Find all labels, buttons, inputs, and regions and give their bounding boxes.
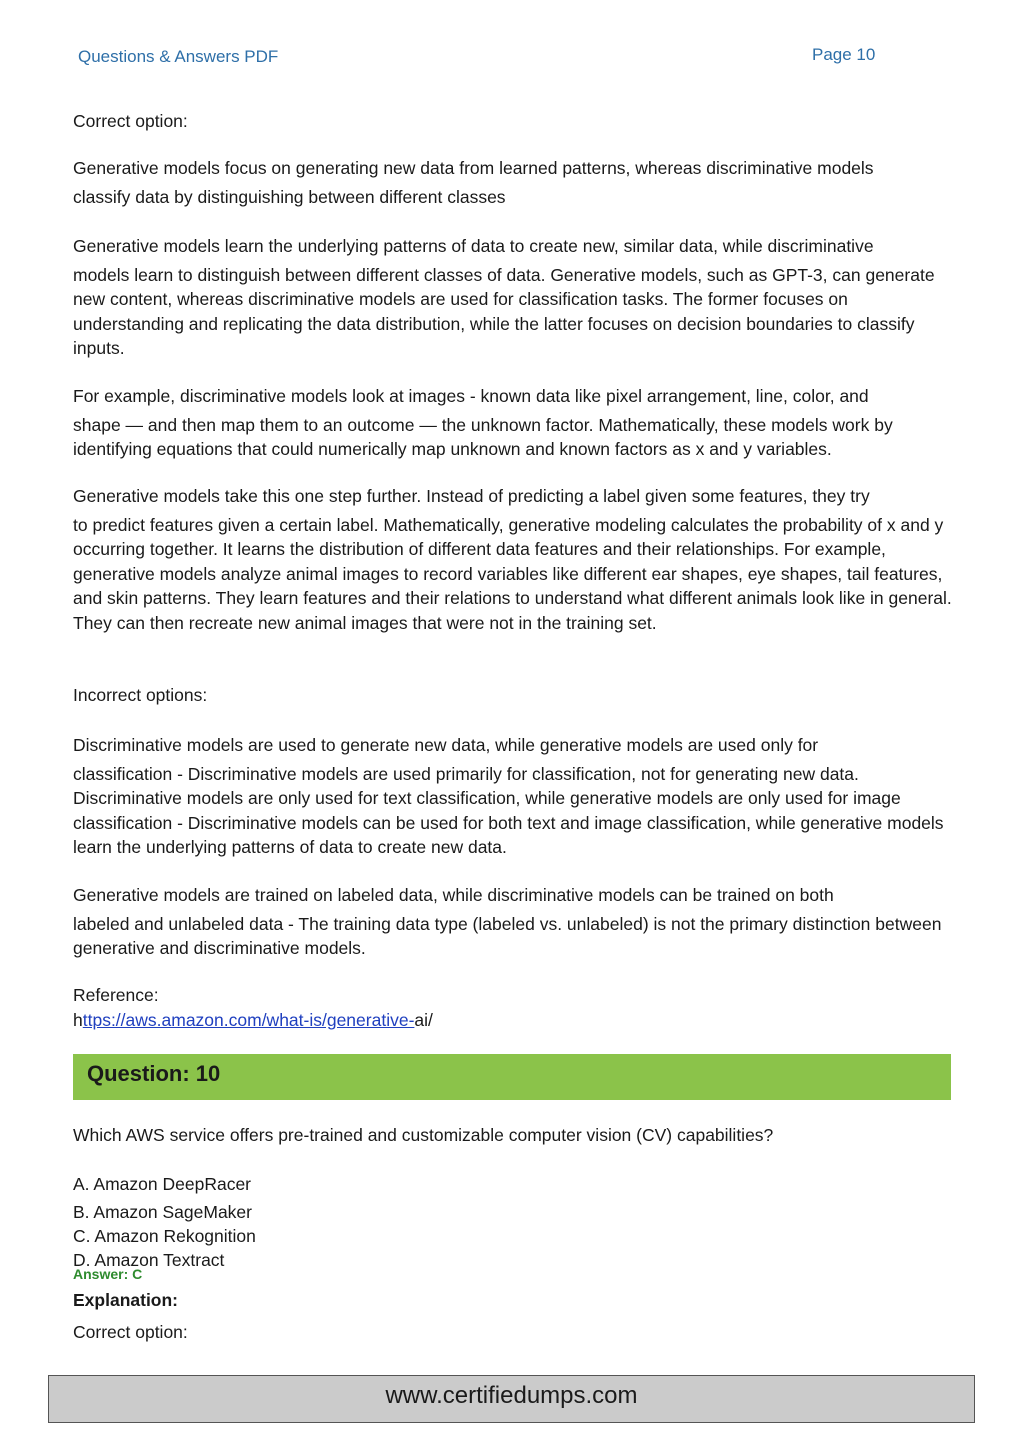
correct-option-text (73, 156, 958, 209)
incorrect-option-2 (73, 883, 958, 961)
question-title: Question: 10 (87, 1061, 221, 1086)
reference-label: Reference: (73, 985, 159, 1005)
reference-suffix: ai/ (414, 1009, 433, 1030)
correct-option-label: Correct option: (73, 111, 188, 131)
reference-link[interactable]: ttps://aws.amazon.com/what-is/generative- (82, 1009, 415, 1030)
option-d: D. Amazon Textract (73, 1250, 225, 1270)
explanation-paragraph-1 (73, 234, 958, 361)
question-header-bar (73, 1054, 951, 1100)
document-title: Questions & Answers PDF (78, 47, 279, 66)
paragraph-3-line1: Generative models take this one step further. Instead of predicting a label given some features, they try (73, 486, 870, 506)
incorrect-option-1-line1: Discriminative models are used to generate new data, while generative models are used only for (73, 735, 819, 755)
incorrect-option-1-rest: classification - Discriminative models are used primarily for classification, not for generating new data. Discriminative models are only used for text classification, while generative models are only used for image classification - Discriminative models can be used for both text and image classification, while generative models learn the underlying patterns of data to create new data. (73, 763, 944, 857)
reference-block (73, 983, 958, 1032)
incorrect-option-1 (73, 733, 958, 860)
explanation-label: Explanation: (73, 1290, 179, 1310)
answer-label: Answer: C (73, 1266, 143, 1282)
incorrect-option-2-rest: labeled and unlabeled data - The training data type (labeled vs. unlabeled) is not the primary distinction between generative and discriminative models. (73, 913, 942, 958)
page-number: Page 10 (812, 45, 876, 64)
correct-option-rest: classify data by distinguishing between different classes (73, 186, 506, 207)
incorrect-options-label: Incorrect options: (73, 685, 208, 705)
option-a: A. Amazon DeepRacer (73, 1174, 252, 1194)
incorrect-option-2-line1: Generative models are trained on labeled data, while discriminative models can be trained on both (73, 885, 834, 905)
correct-option-line1: Generative models focus on generating new data from learned patterns, whereas discriminative models (73, 158, 874, 178)
reference-prefix: h (73, 1009, 83, 1030)
question-text: Which AWS service offers pre-trained and customizable computer vision (CV) capabilities? (73, 1125, 774, 1145)
paragraph-3-rest: to predict features given a certain label. Mathematically, generative modeling calculates the probability of x and y occurring together. It learns the distribution of different data features and their relationships. For example, generative models analyze animal images to record variables like different ear shapes, eye shapes, tail features, and skin patterns. They learn features and their relations to understand what different animals look like in general. They can then recreate new animal images that were not in the training set. (73, 514, 952, 633)
option-b: B. Amazon SageMaker (73, 1202, 252, 1222)
explanation-paragraph-3 (73, 484, 958, 635)
correct-option-label-2: Correct option: (73, 1322, 188, 1342)
paragraph-1-line1: Generative models learn the underlying patterns of data to create new, similar data, while discriminative (73, 236, 874, 256)
paragraph-1-rest: models learn to distinguish between different classes of data. Generative models, such as GPT-3, can generate new content, whereas discriminative models are used for classification tasks. The former focuses on understanding and replicating the data distribution, while the latter focuses on decision boundaries to classify inputs. (73, 264, 935, 358)
paragraph-2-line1: For example, discriminative models look at images - known data like pixel arrangement, line, color, and (73, 386, 869, 406)
footer-site[interactable]: www.certifiedumps.com (385, 1382, 638, 1409)
paragraph-2-rest: shape — and then map them to an outcome — the unknown factor. Mathematically, these models work by identifying equations that could numerically map unknown and known factors as x and y variables. (73, 414, 893, 459)
footer-banner (48, 1375, 975, 1423)
option-c: C. Amazon Rekognition (73, 1226, 256, 1246)
explanation-paragraph-2 (73, 384, 958, 462)
